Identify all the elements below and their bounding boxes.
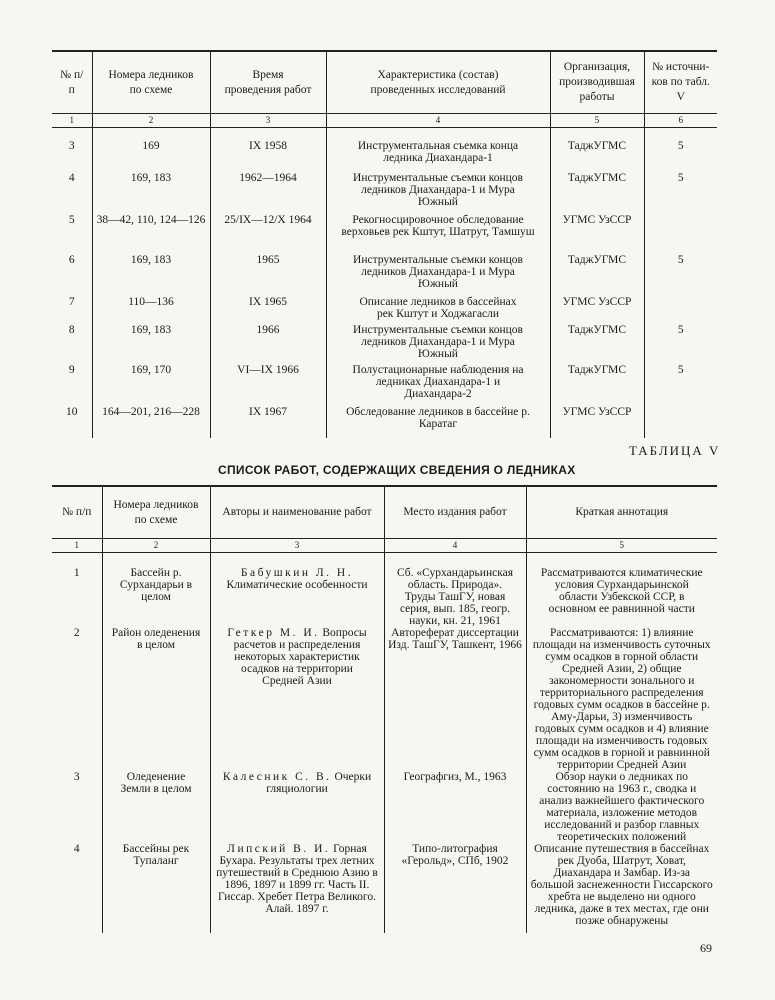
row-time: 1965 <box>210 254 326 296</box>
row-glaciers: Район оледенения в целом <box>102 627 210 771</box>
row-place: Географгиз, М., 1963 <box>384 771 526 843</box>
row-description: Обследование ледников в бассейне р. Каратаг <box>326 406 550 438</box>
row-time: IX 1965 <box>210 296 326 324</box>
col-number: 6 <box>644 114 717 128</box>
table-row <box>52 324 717 364</box>
row-organization: УГМС УзССР <box>550 214 644 254</box>
author-name: Калесник С. В. <box>222 771 332 783</box>
row-num: 2 <box>73 627 80 639</box>
row-num: 9 <box>68 364 75 376</box>
row-source: 5 <box>644 324 717 364</box>
table-row <box>52 296 717 324</box>
work-title: Горная Бухара. Результаты трех летних путешествий в Среднюю Азию в 1896, 1897 и 1899 гг. Часть II. Гиссар. Хребет Петра Великого. Алай. 1897 г. <box>216 843 378 915</box>
author-name: Геткер М. И. <box>227 627 320 639</box>
row-place: Автореферат диссертации Изд. ТашГУ, Ташкент, 1966 <box>384 627 526 771</box>
col-number: 4 <box>384 539 526 553</box>
header-authors: Авторы и наименование работ <box>210 486 384 539</box>
header-time: Время проведения работ <box>210 51 326 114</box>
row-num: 4 <box>73 843 80 855</box>
row-glaciers: 110—136 <box>92 296 210 324</box>
table-row <box>52 172 717 214</box>
col-number: 2 <box>102 539 210 553</box>
row-num: 5 <box>68 214 75 226</box>
row-organization: ТаджУГМС <box>550 140 644 172</box>
row-annotation: Рассматриваются климатические условия Сурхандарьинской области Узбекской ССР, в основном ее равнинной части <box>526 567 717 627</box>
row-glaciers: 169, 183 <box>92 172 210 214</box>
row-author-work <box>210 567 384 627</box>
works-table <box>52 485 717 933</box>
row-glaciers: Бассейн р. Сурхандарьи в целом <box>102 567 210 627</box>
table-row <box>52 567 717 627</box>
row-organization: ТаджУГМС <box>550 364 644 406</box>
row-annotation: Описание путешествия в бассейнах рек Дуоба, Шатрут, Ховат, Диахандара и Замбар. Из-за большой заснеженности Гиссарского хребта не выделено ни одного ледника, даже в тех местах, где они позже обнаружены <box>526 843 717 933</box>
row-source: 5 <box>644 172 717 214</box>
row-num: 3 <box>68 140 75 152</box>
col-number: 1 <box>52 539 102 553</box>
table-row <box>52 627 717 771</box>
row-glaciers: Бассейны рек Тупаланг <box>102 843 210 933</box>
work-title: Вопросы расчетов и распределения некоторых характеристик осадков на территории Средней Азии <box>233 627 367 687</box>
row-glaciers: Оледенение Земли в целом <box>102 771 210 843</box>
row-time: IX 1967 <box>210 406 326 438</box>
col-number: 5 <box>526 539 717 553</box>
row-description: Инструментальные съемки концов ледников Диахандара-1 и Мура Южный <box>326 172 550 214</box>
row-description: Инструментальная съемка конца ледника Диахандара-1 <box>326 140 550 172</box>
col-number: 2 <box>92 114 210 128</box>
header-organization: Организация, производившая работы <box>550 51 644 114</box>
continued-table <box>52 50 717 438</box>
row-source <box>644 296 717 324</box>
header-glaciers: Номера ледников по схеме <box>102 486 210 539</box>
header-description: Характеристика (состав) проведенных исследований <box>326 51 550 114</box>
row-description: Инструментальные съемки концов ледников Диахандара-1 и Мура Южный <box>326 254 550 296</box>
header-num: № п/п <box>62 506 92 518</box>
col-number: 1 <box>52 114 92 128</box>
row-annotation: Рассматриваются: 1) влияние площади на изменчивость суточных сумм осадков в горной области Средней Азии, 2) общие закономерности зонального и территориального распределения годовых сумм осадков в бассейне р. Аму-Дарьи, 3) изменчивость годовых сумм осадков и 4) влияние площади на изменчивость годовых сумм осадков в горной и равнинной территории Средней Азии <box>526 627 717 771</box>
row-time: 1962—1964 <box>210 172 326 214</box>
row-description: Полустационарные наблюдения на ледниках Диахандара-1 и Диахандара-2 <box>326 364 550 406</box>
header-source: № источни-ков по табл. V <box>644 51 717 114</box>
row-source <box>644 214 717 254</box>
col-number: 4 <box>326 114 550 128</box>
row-source <box>644 406 717 438</box>
row-glaciers: 169, 183 <box>92 254 210 296</box>
row-time: 25/IX—12/X 1964 <box>210 214 326 254</box>
row-author-work <box>210 627 384 771</box>
table-row <box>52 140 717 172</box>
row-organization: УГМС УзССР <box>550 296 644 324</box>
row-organization: ТаджУГМС <box>550 172 644 214</box>
table-row <box>52 254 717 296</box>
row-time: 1966 <box>210 324 326 364</box>
row-source: 5 <box>644 364 717 406</box>
header-glaciers: Номера ледников по схеме <box>92 51 210 114</box>
row-source: 5 <box>644 140 717 172</box>
table-row <box>52 214 717 254</box>
col-number: 3 <box>210 114 326 128</box>
table-row <box>52 843 717 933</box>
header-place: Место издания работ <box>384 486 526 539</box>
row-num: 7 <box>68 296 75 308</box>
row-annotation: Обзор науки о ледниках по состоянию на 1963 г., сводка и анализ важнейшего фактического материала, изложение методов исследований и разбор главных теоретических положений <box>526 771 717 843</box>
row-num: 8 <box>68 324 75 336</box>
row-description: Инструментальные съемки концов ледников Диахандара-1 и Мура Южный <box>326 324 550 364</box>
row-source: 5 <box>644 254 717 296</box>
work-title: Климатические особенности <box>226 579 368 591</box>
table-label: ТАБЛИЦА V <box>629 443 721 458</box>
row-glaciers: 169, 183 <box>92 324 210 364</box>
row-num: 3 <box>73 771 80 783</box>
header-annotation: Краткая аннотация <box>526 486 717 539</box>
row-num: 6 <box>68 254 75 266</box>
row-glaciers: 169 <box>92 140 210 172</box>
row-author-work <box>210 771 384 843</box>
page-number: 69 <box>700 941 712 955</box>
work-title: Очерки гляциологии <box>266 771 372 795</box>
author-name: Бабушкин Л. Н. <box>240 567 354 579</box>
author-name: Липский В. И. <box>227 843 331 855</box>
row-glaciers: 38—42, 110, 124—126 <box>92 214 210 254</box>
row-num: 4 <box>68 172 75 184</box>
row-organization: ТаджУГМС <box>550 324 644 364</box>
header-num: № п/п <box>60 68 84 96</box>
row-place: Сб. «Сурхандарьинская область. Природа». Труды ТашГУ, новая серия, вып. 185, геогр. науки, кн. 21, 1961 <box>384 567 526 627</box>
row-organization: УГМС УзССР <box>550 406 644 438</box>
row-num: 1 <box>73 567 80 579</box>
col-number: 3 <box>210 539 384 553</box>
row-time: VI—IX 1966 <box>210 364 326 406</box>
table-row <box>52 406 717 438</box>
row-description: Рекогносцировочное обследование верховьев рек Кштут, Шатрут, Тамшуш <box>326 214 550 254</box>
row-organization: ТаджУГМС <box>550 254 644 296</box>
table-row <box>52 364 717 406</box>
table-title: СПИСОК РАБОТ, СОДЕРЖАЩИХ СВЕДЕНИЯ О ЛЕДНИКАХ <box>218 463 576 477</box>
table-row <box>52 771 717 843</box>
col-number: 5 <box>550 114 644 128</box>
row-description: Описание ледников в бассейнах рек Кштут и Ходжагасли <box>326 296 550 324</box>
row-author-work <box>210 843 384 933</box>
row-place: Типо-литография «Герольд», СПб, 1902 <box>384 843 526 933</box>
row-glaciers: 164—201, 216—228 <box>92 406 210 438</box>
row-num: 10 <box>66 406 78 418</box>
row-time: IX 1958 <box>210 140 326 172</box>
row-glaciers: 169, 170 <box>92 364 210 406</box>
